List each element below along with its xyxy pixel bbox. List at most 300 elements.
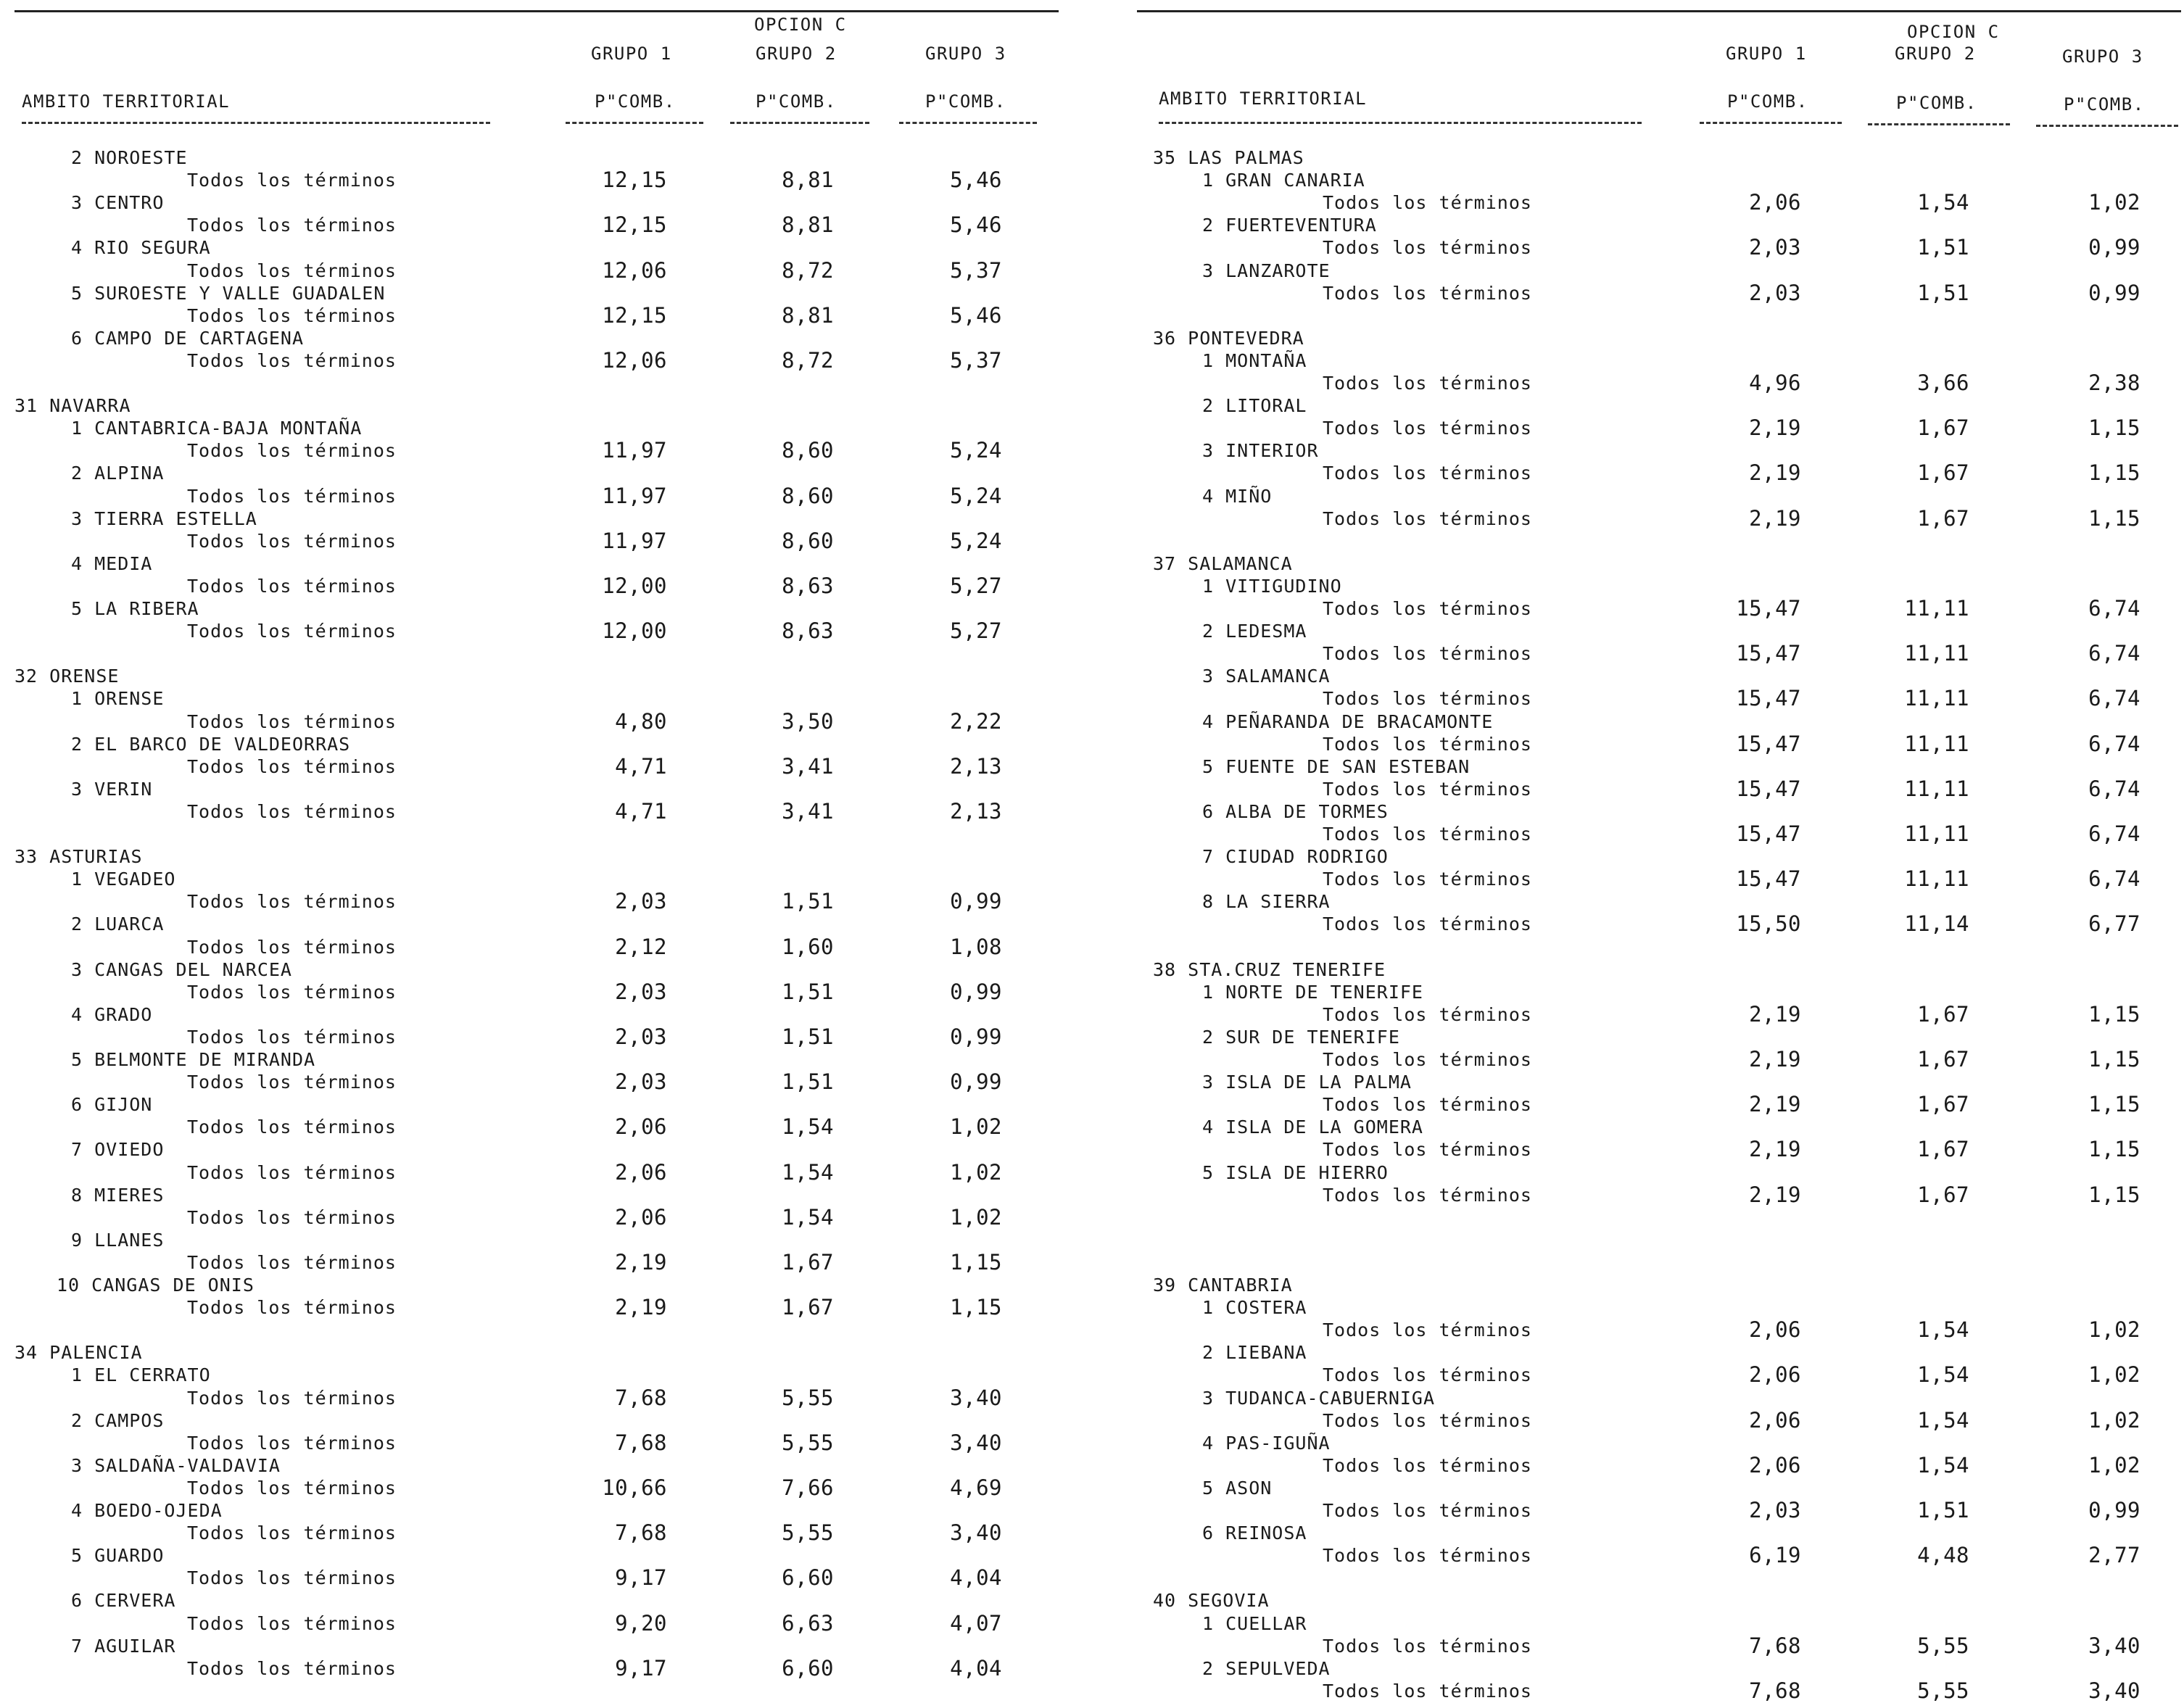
district-label: 3 TIERRA ESTELLA bbox=[71, 507, 257, 529]
terms-label: Todos los términos bbox=[187, 1206, 397, 1228]
value-cell-group-2: 3,41 bbox=[782, 798, 834, 824]
district-label: 4 GRADO bbox=[71, 1003, 153, 1025]
value-cell-group-2: 5,55 bbox=[782, 1385, 834, 1410]
value-cell-group-1: 15,47 bbox=[1736, 821, 1801, 846]
district-label: 1 CANTABRICA-BAJA MONTAÑA bbox=[71, 418, 363, 439]
value-cell-group-2: 1,54 bbox=[1917, 1407, 1969, 1433]
district-label: 5 BELMONTE DE MIRANDA bbox=[71, 1049, 316, 1070]
value-cell-group-1: 2,06 bbox=[615, 1159, 667, 1185]
value-cell-group-1: 12,00 bbox=[602, 573, 667, 598]
district-label: 3 VERIN bbox=[71, 778, 153, 800]
group1-underline bbox=[1700, 122, 1842, 124]
value-cell-group-1: 2,19 bbox=[1749, 415, 1801, 441]
value-cell-group-2: 6,60 bbox=[782, 1655, 834, 1681]
terms-label: Todos los términos bbox=[1323, 1049, 1532, 1070]
terms-label: Todos los términos bbox=[187, 215, 397, 236]
group1-underline bbox=[566, 122, 703, 124]
ambito-header: AMBITO TERRITORIAL bbox=[22, 91, 231, 112]
value-cell-group-3: 1,15 bbox=[2088, 460, 2140, 486]
value-cell-group-3: 5,24 bbox=[950, 483, 1002, 508]
value-cell-group-2: 1,54 bbox=[1917, 1317, 1969, 1343]
group2-sub-header: P"COMB. bbox=[1896, 93, 1977, 113]
terms-label: Todos los términos bbox=[187, 1297, 397, 1319]
terms-label: Todos los términos bbox=[1323, 1364, 1532, 1386]
terms-label: Todos los términos bbox=[1323, 778, 1532, 800]
value-cell-group-3: 1,08 bbox=[950, 934, 1002, 959]
terms-label: Todos los términos bbox=[1323, 237, 1532, 259]
top-rule bbox=[15, 10, 1059, 12]
district-label: 4 MEDIA bbox=[71, 552, 153, 574]
value-cell-group-3: 5,27 bbox=[950, 573, 1002, 598]
value-cell-group-3: 1,02 bbox=[2088, 1452, 2140, 1478]
province-heading: 37 SALAMANCA bbox=[1153, 552, 1293, 574]
district-label: 6 REINOSA bbox=[1202, 1522, 1307, 1544]
value-cell-group-1: 2,19 bbox=[1749, 1047, 1801, 1072]
group3-header: GRUPO 3 bbox=[925, 43, 1006, 64]
terms-label: Todos los términos bbox=[187, 1072, 397, 1093]
value-cell-group-2: 3,41 bbox=[782, 753, 834, 779]
value-cell-group-1: 11,97 bbox=[602, 483, 667, 508]
value-cell-group-2: 5,55 bbox=[1917, 1678, 1969, 1703]
opcion-header: OPCION C bbox=[1907, 22, 2000, 42]
district-label: 3 INTERIOR bbox=[1202, 440, 1319, 462]
district-label: 5 GUARDO bbox=[71, 1545, 165, 1567]
value-cell-group-2: 1,51 bbox=[1917, 1498, 1969, 1522]
value-cell-group-2: 11,11 bbox=[1904, 686, 1969, 711]
district-label: 2 LEDESMA bbox=[1202, 621, 1307, 642]
value-cell-group-1: 4,96 bbox=[1749, 370, 1801, 395]
value-cell-group-3: 6,74 bbox=[2088, 641, 2140, 666]
terms-label: Todos los términos bbox=[1323, 282, 1532, 304]
terms-label: Todos los términos bbox=[187, 621, 397, 642]
terms-label: Todos los términos bbox=[187, 440, 397, 462]
terms-label: Todos los términos bbox=[1323, 192, 1532, 214]
value-cell-group-1: 2,19 bbox=[615, 1295, 667, 1320]
value-cell-group-2: 8,81 bbox=[782, 167, 834, 193]
district-label: 5 FUENTE DE SAN ESTEBAN bbox=[1202, 755, 1471, 777]
province-heading: 39 CANTABRIA bbox=[1153, 1275, 1293, 1296]
value-cell-group-1: 9,17 bbox=[615, 1565, 667, 1591]
left-table-panel bbox=[15, 0, 1059, 1683]
value-cell-group-2: 1,60 bbox=[782, 934, 834, 959]
value-cell-group-3: 5,27 bbox=[950, 618, 1002, 644]
terms-label: Todos los términos bbox=[187, 1612, 397, 1634]
group2-header: GRUPO 2 bbox=[1895, 43, 1976, 64]
value-cell-group-3: 3,40 bbox=[2088, 1633, 2140, 1658]
value-cell-group-1: 15,47 bbox=[1736, 776, 1801, 801]
district-label: 8 LA SIERRA bbox=[1202, 891, 1331, 913]
terms-label: Todos los términos bbox=[187, 485, 397, 507]
district-label: 1 EL CERRATO bbox=[71, 1364, 211, 1386]
district-label: 2 ALPINA bbox=[71, 463, 165, 484]
value-cell-group-3: 4,07 bbox=[950, 1610, 1002, 1636]
value-cell-group-2: 1,54 bbox=[782, 1159, 834, 1185]
value-cell-group-1: 7,68 bbox=[1749, 1678, 1801, 1703]
district-label: 4 ISLA DE LA GOMERA bbox=[1202, 1116, 1423, 1138]
value-cell-group-3: 5,46 bbox=[950, 212, 1002, 238]
terms-label: Todos los términos bbox=[1323, 373, 1532, 394]
province-heading: 32 ORENSE bbox=[15, 666, 120, 687]
terms-label: Todos los términos bbox=[1323, 869, 1532, 890]
value-cell-group-3: 0,99 bbox=[950, 1069, 1002, 1095]
terms-label: Todos los términos bbox=[1323, 1545, 1532, 1567]
terms-label: Todos los términos bbox=[187, 1567, 397, 1589]
province-heading: 34 PALENCIA bbox=[15, 1342, 143, 1364]
value-cell-group-3: 1,15 bbox=[2088, 505, 2140, 531]
value-cell-group-3: 1,02 bbox=[950, 1204, 1002, 1230]
value-cell-group-3: 5,46 bbox=[950, 167, 1002, 193]
value-cell-group-2: 1,67 bbox=[1917, 1001, 1969, 1027]
value-cell-group-3: 6,74 bbox=[2088, 731, 2140, 756]
value-cell-group-3: 3,40 bbox=[2088, 1678, 2140, 1703]
value-cell-group-1: 2,19 bbox=[1749, 505, 1801, 531]
value-cell-group-3: 1,15 bbox=[2088, 1182, 2140, 1207]
group3-sub-header: P"COMB. bbox=[925, 91, 1006, 112]
district-label: 5 ASON bbox=[1202, 1477, 1273, 1499]
value-cell-group-2: 1,51 bbox=[782, 1024, 834, 1049]
terms-label: Todos los términos bbox=[1323, 913, 1532, 935]
group1-header: GRUPO 1 bbox=[1726, 43, 1807, 64]
district-label: 9 LLANES bbox=[71, 1229, 165, 1251]
top-rule bbox=[1137, 10, 2181, 12]
value-cell-group-2: 7,66 bbox=[782, 1475, 834, 1500]
ambito-underline bbox=[1159, 122, 1642, 124]
value-cell-group-3: 6,77 bbox=[2088, 911, 2140, 937]
value-cell-group-1: 2,19 bbox=[615, 1249, 667, 1275]
district-label: 5 LA RIBERA bbox=[71, 598, 199, 619]
district-label: 3 LANZAROTE bbox=[1202, 260, 1331, 281]
value-cell-group-2: 1,67 bbox=[782, 1249, 834, 1275]
value-cell-group-1: 15,50 bbox=[1736, 911, 1801, 937]
value-cell-group-3: 0,99 bbox=[950, 889, 1002, 914]
value-cell-group-3: 6,74 bbox=[2088, 776, 2140, 801]
value-cell-group-2: 1,67 bbox=[1917, 505, 1969, 531]
value-cell-group-3: 1,15 bbox=[2088, 1001, 2140, 1027]
value-cell-group-3: 5,37 bbox=[950, 257, 1002, 283]
value-cell-group-3: 5,24 bbox=[950, 438, 1002, 463]
terms-label: Todos los términos bbox=[1323, 1319, 1532, 1341]
value-cell-group-2: 1,54 bbox=[782, 1114, 834, 1140]
value-cell-group-1: 2,06 bbox=[1749, 1362, 1801, 1388]
value-cell-group-3: 0,99 bbox=[950, 979, 1002, 1004]
value-cell-group-2: 3,50 bbox=[782, 708, 834, 734]
district-label: 4 PAS-IGUÑA bbox=[1202, 1432, 1331, 1454]
terms-label: Todos los términos bbox=[1323, 1094, 1532, 1116]
terms-label: Todos los términos bbox=[187, 981, 397, 1003]
value-cell-group-2: 1,54 bbox=[782, 1204, 834, 1230]
district-label: 1 NORTE DE TENERIFE bbox=[1202, 981, 1423, 1003]
value-cell-group-1: 2,19 bbox=[1749, 1137, 1801, 1162]
value-cell-group-2: 1,67 bbox=[1917, 1092, 1969, 1117]
province-heading: 33 ASTURIAS bbox=[15, 846, 143, 868]
district-label: 5 SUROESTE Y VALLE GUADALEN bbox=[71, 282, 386, 304]
value-cell-group-1: 7,68 bbox=[615, 1520, 667, 1546]
value-cell-group-1: 2,03 bbox=[1749, 280, 1801, 305]
district-label: 1 VITIGUDINO bbox=[1202, 575, 1342, 597]
value-cell-group-3: 1,02 bbox=[2088, 1362, 2140, 1388]
value-cell-group-3: 1,15 bbox=[2088, 415, 2140, 441]
district-label: 1 GRAN CANARIA bbox=[1202, 170, 1365, 191]
ambito-underline bbox=[22, 122, 490, 124]
value-cell-group-1: 4,71 bbox=[615, 798, 667, 824]
value-cell-group-1: 2,12 bbox=[615, 934, 667, 959]
value-cell-group-1: 2,06 bbox=[1749, 1452, 1801, 1478]
value-cell-group-1: 2,03 bbox=[615, 1024, 667, 1049]
district-label: 7 CIUDAD RODRIGO bbox=[1202, 846, 1389, 868]
value-cell-group-3: 0,99 bbox=[950, 1024, 1002, 1049]
district-label: 6 CERVERA bbox=[71, 1590, 176, 1612]
terms-label: Todos los términos bbox=[187, 260, 397, 281]
value-cell-group-2: 11,14 bbox=[1904, 911, 1969, 937]
terms-label: Todos los términos bbox=[187, 304, 397, 326]
district-label: 3 SALDAÑA-VALDAVIA bbox=[71, 1454, 281, 1476]
value-cell-group-1: 2,06 bbox=[1749, 1317, 1801, 1343]
province-heading: 40 SEGOVIA bbox=[1153, 1590, 1270, 1612]
value-cell-group-3: 6,74 bbox=[2088, 596, 2140, 621]
value-cell-group-3: 3,40 bbox=[950, 1430, 1002, 1455]
value-cell-group-3: 1,15 bbox=[2088, 1137, 2140, 1162]
value-cell-group-2: 1,67 bbox=[1917, 1137, 1969, 1162]
value-cell-group-2: 1,67 bbox=[1917, 1182, 1969, 1207]
terms-label: Todos los términos bbox=[187, 1251, 397, 1273]
value-cell-group-2: 8,72 bbox=[782, 257, 834, 283]
terms-label: Todos los términos bbox=[1323, 598, 1532, 619]
province-heading: 35 LAS PALMAS bbox=[1153, 147, 1304, 168]
value-cell-group-1: 12,00 bbox=[602, 618, 667, 644]
district-label: 3 ISLA DE LA PALMA bbox=[1202, 1072, 1412, 1093]
district-label: 6 GIJON bbox=[71, 1094, 153, 1116]
district-label: 1 VEGADEO bbox=[71, 869, 176, 890]
group3-underline bbox=[2036, 125, 2178, 127]
value-cell-group-1: 10,66 bbox=[602, 1475, 667, 1500]
terms-label: Todos los términos bbox=[187, 755, 397, 777]
terms-label: Todos los términos bbox=[187, 936, 397, 958]
terms-label: Todos los términos bbox=[1323, 1635, 1532, 1657]
value-cell-group-1: 7,68 bbox=[615, 1430, 667, 1455]
district-label: 2 NOROESTE bbox=[71, 147, 188, 168]
terms-label: Todos los términos bbox=[187, 1657, 397, 1679]
value-cell-group-2: 3,66 bbox=[1917, 370, 1969, 395]
value-cell-group-1: 11,97 bbox=[602, 438, 667, 463]
value-cell-group-3: 2,13 bbox=[950, 798, 1002, 824]
value-cell-group-2: 1,54 bbox=[1917, 190, 1969, 215]
terms-label: Todos los términos bbox=[1323, 643, 1532, 665]
value-cell-group-1: 15,47 bbox=[1736, 866, 1801, 892]
group3-underline bbox=[899, 122, 1037, 124]
province-heading: 31 NAVARRA bbox=[15, 395, 131, 417]
value-cell-group-2: 1,51 bbox=[782, 979, 834, 1004]
terms-label: Todos los términos bbox=[187, 891, 397, 913]
value-cell-group-2: 11,11 bbox=[1904, 596, 1969, 621]
ambito-header: AMBITO TERRITORIAL bbox=[1159, 88, 1368, 109]
value-cell-group-2: 1,54 bbox=[1917, 1362, 1969, 1388]
value-cell-group-1: 9,20 bbox=[615, 1610, 667, 1636]
value-cell-group-1: 2,06 bbox=[1749, 1407, 1801, 1433]
district-label: 7 AGUILAR bbox=[71, 1635, 176, 1657]
terms-label: Todos los términos bbox=[187, 1432, 397, 1454]
terms-label: Todos los términos bbox=[187, 800, 397, 822]
terms-label: Todos los términos bbox=[1323, 1139, 1532, 1161]
group2-underline bbox=[730, 122, 869, 124]
district-label: 8 MIERES bbox=[71, 1184, 165, 1206]
district-label: 7 OVIEDO bbox=[71, 1139, 165, 1161]
value-cell-group-3: 1,02 bbox=[950, 1114, 1002, 1140]
value-cell-group-2: 1,51 bbox=[1917, 280, 1969, 305]
value-cell-group-2: 1,51 bbox=[782, 1069, 834, 1095]
value-cell-group-1: 15,47 bbox=[1736, 641, 1801, 666]
terms-label: Todos los términos bbox=[187, 1522, 397, 1544]
value-cell-group-2: 11,11 bbox=[1904, 776, 1969, 801]
district-label: 1 MONTAÑA bbox=[1202, 349, 1307, 371]
value-cell-group-3: 3,40 bbox=[950, 1520, 1002, 1546]
value-cell-group-3: 4,69 bbox=[950, 1475, 1002, 1500]
district-label: 10 CANGAS DE ONIS bbox=[57, 1275, 255, 1296]
value-cell-group-2: 8,60 bbox=[782, 438, 834, 463]
terms-label: Todos los términos bbox=[187, 710, 397, 732]
value-cell-group-1: 4,80 bbox=[615, 708, 667, 734]
district-label: 3 CANGAS DEL NARCEA bbox=[71, 958, 292, 980]
district-label: 2 CAMPOS bbox=[71, 1409, 165, 1431]
value-cell-group-1: 11,97 bbox=[602, 528, 667, 553]
terms-label: Todos los términos bbox=[1323, 463, 1532, 484]
value-cell-group-2: 1,51 bbox=[782, 889, 834, 914]
value-cell-group-1: 4,71 bbox=[615, 753, 667, 779]
value-cell-group-3: 1,02 bbox=[950, 1159, 1002, 1185]
district-label: 2 LIEBANA bbox=[1202, 1342, 1307, 1364]
value-cell-group-1: 2,19 bbox=[1749, 1092, 1801, 1117]
district-label: 1 ORENSE bbox=[71, 688, 165, 710]
district-label: 4 BOEDO-OJEDA bbox=[71, 1500, 223, 1521]
terms-label: Todos los términos bbox=[1323, 1500, 1532, 1521]
district-label: 6 CAMPO DE CARTAGENA bbox=[71, 327, 305, 349]
value-cell-group-2: 1,67 bbox=[1917, 460, 1969, 486]
value-cell-group-1: 15,47 bbox=[1736, 596, 1801, 621]
district-label: 3 CENTRO bbox=[71, 192, 165, 214]
terms-label: Todos los términos bbox=[1323, 733, 1532, 755]
terms-label: Todos los términos bbox=[1323, 1680, 1532, 1702]
value-cell-group-2: 5,55 bbox=[782, 1520, 834, 1546]
value-cell-group-2: 8,63 bbox=[782, 573, 834, 598]
value-cell-group-1: 2,03 bbox=[1749, 235, 1801, 260]
district-label: 6 ALBA DE TORMES bbox=[1202, 800, 1389, 822]
group2-underline bbox=[1868, 123, 2010, 125]
opcion-header: OPCION C bbox=[754, 14, 847, 35]
terms-label: Todos los términos bbox=[187, 1026, 397, 1048]
terms-label: Todos los términos bbox=[1323, 507, 1532, 529]
value-cell-group-2: 1,54 bbox=[1917, 1452, 1969, 1478]
value-cell-group-2: 5,55 bbox=[1917, 1633, 1969, 1658]
district-label: 4 PEÑARANDA DE BRACAMONTE bbox=[1202, 710, 1494, 732]
value-cell-group-1: 2,06 bbox=[1749, 190, 1801, 215]
value-cell-group-1: 12,15 bbox=[602, 212, 667, 238]
value-cell-group-2: 6,60 bbox=[782, 1565, 834, 1591]
right-table-panel bbox=[1137, 0, 2181, 1703]
value-cell-group-3: 1,15 bbox=[2088, 1092, 2140, 1117]
terms-label: Todos los términos bbox=[1323, 1454, 1532, 1476]
value-cell-group-3: 2,38 bbox=[2088, 370, 2140, 395]
value-cell-group-3: 1,15 bbox=[2088, 1047, 2140, 1072]
value-cell-group-1: 2,03 bbox=[1749, 1498, 1801, 1522]
value-cell-group-1: 12,15 bbox=[602, 167, 667, 193]
value-cell-group-3: 2,13 bbox=[950, 753, 1002, 779]
value-cell-group-1: 2,19 bbox=[1749, 1182, 1801, 1207]
province-heading: 36 PONTEVEDRA bbox=[1153, 327, 1304, 349]
value-cell-group-2: 8,60 bbox=[782, 483, 834, 508]
value-cell-group-3: 6,74 bbox=[2088, 821, 2140, 846]
value-cell-group-2: 8,81 bbox=[782, 212, 834, 238]
value-cell-group-1: 2,19 bbox=[1749, 460, 1801, 486]
district-label: 2 FUERTEVENTURA bbox=[1202, 215, 1377, 236]
value-cell-group-3: 6,74 bbox=[2088, 866, 2140, 892]
group3-sub-header: P"COMB. bbox=[2064, 94, 2145, 115]
value-cell-group-1: 7,68 bbox=[1749, 1633, 1801, 1658]
value-cell-group-1: 2,19 bbox=[1749, 1001, 1801, 1027]
value-cell-group-2: 11,11 bbox=[1904, 866, 1969, 892]
district-label: 4 RIO SEGURA bbox=[71, 237, 211, 259]
terms-label: Todos los términos bbox=[1323, 1184, 1532, 1206]
district-label: 2 LITORAL bbox=[1202, 395, 1307, 417]
district-label: 3 SALAMANCA bbox=[1202, 666, 1331, 687]
value-cell-group-1: 2,03 bbox=[615, 979, 667, 1004]
terms-label: Todos los términos bbox=[1323, 688, 1532, 710]
value-cell-group-3: 1,02 bbox=[2088, 1407, 2140, 1433]
district-label: 1 CUELLAR bbox=[1202, 1612, 1307, 1634]
terms-label: Todos los términos bbox=[1323, 824, 1532, 845]
value-cell-group-3: 2,22 bbox=[950, 708, 1002, 734]
district-label: 2 SUR DE TENERIFE bbox=[1202, 1026, 1400, 1048]
value-cell-group-2: 11,11 bbox=[1904, 641, 1969, 666]
terms-label: Todos los términos bbox=[1323, 1409, 1532, 1431]
terms-label: Todos los términos bbox=[187, 1116, 397, 1138]
value-cell-group-3: 6,74 bbox=[2088, 686, 2140, 711]
group1-sub-header: P"COMB. bbox=[595, 91, 676, 112]
district-label: 5 ISLA DE HIERRO bbox=[1202, 1161, 1389, 1183]
group1-header: GRUPO 1 bbox=[591, 43, 672, 64]
value-cell-group-2: 4,48 bbox=[1917, 1543, 1969, 1568]
value-cell-group-2: 1,67 bbox=[1917, 1047, 1969, 1072]
terms-label: Todos los términos bbox=[187, 575, 397, 597]
value-cell-group-2: 5,55 bbox=[782, 1430, 834, 1455]
value-cell-group-1: 2,06 bbox=[615, 1204, 667, 1230]
value-cell-group-3: 0,99 bbox=[2088, 280, 2140, 305]
district-label: 4 MIÑO bbox=[1202, 485, 1273, 507]
value-cell-group-1: 9,17 bbox=[615, 1655, 667, 1681]
value-cell-group-3: 4,04 bbox=[950, 1655, 1002, 1681]
terms-label: Todos los términos bbox=[187, 349, 397, 371]
value-cell-group-2: 1,51 bbox=[1917, 235, 1969, 260]
value-cell-group-2: 11,11 bbox=[1904, 821, 1969, 846]
group2-sub-header: P"COMB. bbox=[756, 91, 837, 112]
value-cell-group-1: 12,06 bbox=[602, 257, 667, 283]
group2-header: GRUPO 2 bbox=[756, 43, 837, 64]
value-cell-group-2: 8,81 bbox=[782, 302, 834, 328]
value-cell-group-2: 8,63 bbox=[782, 618, 834, 644]
district-label: 3 TUDANCA-CABUERNIGA bbox=[1202, 1387, 1436, 1409]
value-cell-group-1: 12,06 bbox=[602, 347, 667, 373]
value-cell-group-2: 1,67 bbox=[1917, 415, 1969, 441]
group1-sub-header: P"COMB. bbox=[1727, 91, 1808, 112]
province-heading: 38 STA.CRUZ TENERIFE bbox=[1153, 958, 1386, 980]
value-cell-group-2: 8,72 bbox=[782, 347, 834, 373]
value-cell-group-3: 1,02 bbox=[2088, 1317, 2140, 1343]
terms-label: Todos los términos bbox=[187, 170, 397, 191]
value-cell-group-1: 2,03 bbox=[615, 889, 667, 914]
value-cell-group-2: 11,11 bbox=[1904, 731, 1969, 756]
value-cell-group-2: 1,67 bbox=[782, 1295, 834, 1320]
value-cell-group-3: 5,24 bbox=[950, 528, 1002, 553]
terms-label: Todos los términos bbox=[187, 1387, 397, 1409]
district-label: 2 EL BARCO DE VALDEORRAS bbox=[71, 733, 351, 755]
